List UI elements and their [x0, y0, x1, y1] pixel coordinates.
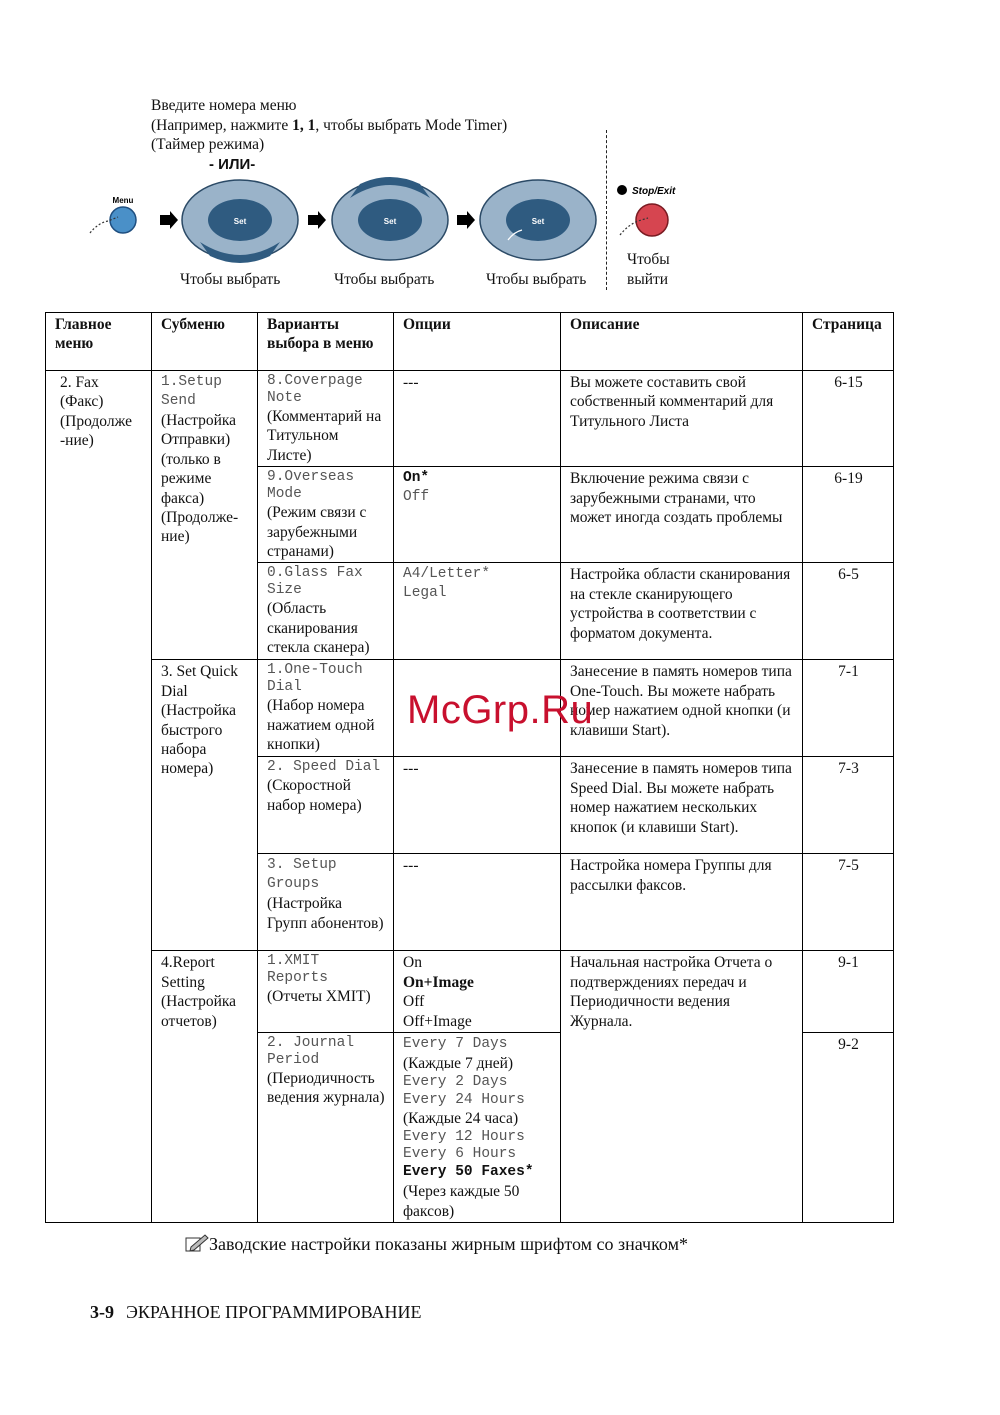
selection-code: 9.Overseas Mode	[267, 469, 355, 503]
note-text: Заводские настройки показаны жирным шрифтом со значком*	[209, 1234, 688, 1254]
instruction-text: , чтобы выбрать Mode Timer)	[315, 116, 508, 134]
selection-code: 1.One-Touch Dial	[267, 662, 363, 696]
option: Every 2 Days	[403, 1074, 508, 1091]
set-pad-icon[interactable]	[182, 180, 298, 263]
selection-overseas	[258, 467, 394, 563]
main-menu-fax: 2. Fax	[60, 374, 99, 391]
menu-table	[45, 312, 894, 1223]
caption-exit-2: выйти	[627, 271, 669, 288]
menu-key-label: Menu	[112, 196, 134, 205]
option: Off+Image	[403, 1012, 472, 1030]
caption-select-2: Чтобы выбрать	[334, 271, 435, 288]
description-cell: Вы можете составить свой собственный комментарий для Титульного Листа	[561, 371, 803, 467]
options-cell	[394, 1033, 561, 1223]
option: Every 6 Hours	[403, 1145, 517, 1162]
submenu-code: 1.Setup Send	[161, 374, 222, 409]
submenu-code: 3. Set Quick Dial	[161, 663, 239, 700]
caption-exit-1: Чтобы	[627, 251, 670, 268]
option-default: Every 50 Faxes*	[403, 1163, 534, 1180]
selection-code: 2. Journal Period	[267, 1035, 355, 1069]
option: Every 12 Hours	[403, 1128, 525, 1145]
description-cell: Занесение в память номеров типа One-Touch. Вы можете набрать номер нажатием одной кнопки (и клавиши Start).	[561, 660, 803, 757]
selection-ru: (Отчеты XMIT)	[267, 988, 371, 1006]
stop-key-label: Stop/Exit	[632, 186, 676, 197]
selection-code: 2. Speed Dial	[267, 759, 381, 776]
option: On	[403, 954, 422, 972]
submenu-ru: (Настройка отчетов)	[161, 993, 237, 1030]
table-header-row	[46, 313, 894, 371]
selection-ru: (Режим связи с зарубежными странами)	[267, 504, 367, 561]
option: Off	[403, 993, 425, 1011]
header-description: Описание	[561, 313, 803, 371]
selection-coverpage	[258, 371, 394, 467]
submenu-ru: (Настройка Отправки) (только в режиме факса) (Продолже-ние)	[161, 412, 239, 546]
instruction-line-3: (Таймер режима)	[151, 136, 265, 153]
option-ru: (Через каждые 50 факсов)	[403, 1183, 520, 1220]
watermark: McGrp.Ru	[407, 688, 594, 732]
option: Every 7 Days	[403, 1036, 508, 1053]
options-cell: ---	[394, 371, 561, 467]
option-default: On+Image	[403, 973, 474, 991]
submenu-report	[152, 951, 258, 1223]
header-menu-selections: Варианты выбора в меню	[258, 313, 394, 371]
selection-journal	[258, 1033, 394, 1223]
selection-code: 8.Coverpage Note	[267, 373, 363, 406]
caption-select-3: Чтобы выбрать	[486, 271, 587, 288]
chapter-title: ЭКРАННОЕ ПРОГРАММИРОВАНИЕ	[126, 1302, 422, 1322]
options-cell: ---	[394, 757, 561, 854]
header-options: Опции	[394, 313, 561, 371]
description-cell: Начальная настройка Отчета о подтверждениях передач и Периодичности ведения Журнала.	[561, 951, 803, 1223]
arrow-right-icon	[457, 211, 475, 229]
description-cell: Настройка номера Группы для рассылки факсов.	[561, 854, 803, 951]
set-key-label: Set	[531, 217, 545, 226]
page-number: 3-9	[90, 1302, 114, 1322]
selection-ru: (Настройка Групп абонентов)	[267, 895, 384, 932]
or-label: - ИЛИ-	[209, 156, 256, 173]
page-cell: 7-1	[803, 660, 894, 757]
pencil-note-icon	[185, 1233, 209, 1253]
selection-ru: (Область сканирования стекла сканера)	[267, 600, 370, 657]
page-cell: 9-1	[803, 951, 894, 1033]
option-ru: (Каждые 7 дней)	[403, 1055, 514, 1073]
default-settings-note	[185, 1233, 688, 1255]
selection-ru: (Комментарий на Титульном Листе)	[267, 408, 382, 464]
description-cell: Настройка области сканирования на стекле сканирующего устройства в соответствии с форматом документа.	[561, 563, 803, 660]
header-page: Страница	[803, 313, 894, 371]
header-main-menu: Главное меню	[46, 313, 152, 371]
options-cell: ---	[394, 854, 561, 951]
instruction-line-2	[151, 116, 507, 136]
page-cell: 7-5	[803, 854, 894, 951]
table-row	[46, 371, 894, 467]
option-ru: (Каждые 24 часа)	[403, 1110, 519, 1128]
header-submenu: Субменю	[152, 313, 258, 371]
arrow-right-icon	[308, 211, 326, 229]
page-cell: 7-3	[803, 757, 894, 854]
submenu-ru: (Настройка быстрого набора номера)	[161, 702, 237, 778]
page-cell: 6-15	[803, 371, 894, 467]
main-menu-continued: -ние)	[60, 432, 94, 450]
selection-xmit	[258, 951, 394, 1033]
submenu-code: 4.Report Setting	[161, 954, 215, 991]
set-key-label: Set	[233, 217, 247, 226]
option-default: A4/Letter*	[403, 566, 491, 583]
main-menu-fax-ru: (Факс)	[60, 393, 104, 411]
instruction-line-1: Введите номера меню	[151, 97, 297, 114]
options-cell	[394, 467, 561, 563]
options-cell	[394, 563, 561, 660]
page-cell: 6-5	[803, 563, 894, 660]
description-cell: Занесение в память номеров типа Speed Dial. Вы можете набрать номер нажатием нескольких кнопок (и клавиши Start).	[561, 757, 803, 854]
stop-exit-key-icon[interactable]	[617, 185, 676, 236]
table-row	[46, 951, 894, 1033]
page-footer	[90, 1302, 422, 1323]
option: Every 24 Hours	[403, 1092, 525, 1109]
menu-key-icon[interactable]	[90, 196, 136, 233]
selection-code: 1.XMIT Reports	[267, 953, 328, 987]
instruction-text: (Например, нажмите	[151, 116, 293, 134]
selection-glass	[258, 563, 394, 660]
page-cell: 6-19	[803, 467, 894, 563]
selection-ru: (Скоростной набор номера)	[267, 777, 362, 814]
caption-select-1: Чтобы выбрать	[180, 271, 281, 288]
set-pad-icon[interactable]	[332, 177, 448, 260]
arrow-right-icon	[160, 211, 178, 229]
options-cell	[394, 951, 561, 1033]
set-pad-icon[interactable]	[480, 180, 596, 260]
submenu-setup-send	[152, 371, 258, 660]
option: Legal	[403, 585, 447, 602]
instructions	[151, 96, 508, 173]
set-key-label: Set	[383, 217, 397, 226]
selection-onetouch	[258, 660, 394, 757]
selection-code: 0.Glass Fax Size	[267, 565, 363, 599]
main-menu-continued: (Продолже	[60, 412, 132, 430]
main-menu-cell	[46, 371, 152, 1223]
submenu-quick-dial	[152, 660, 258, 951]
page-cell: 9-2	[803, 1033, 894, 1223]
selection-groups	[258, 854, 394, 951]
instruction-keys: 1, 1	[292, 116, 316, 134]
option: Off	[403, 488, 430, 505]
selection-ru: (Периодичность ведения журнала)	[267, 1070, 385, 1107]
selection-speed-dial	[258, 757, 394, 854]
option-default: On*	[403, 470, 430, 487]
selection-ru: (Набор номера нажатием одной кнопки)	[267, 697, 375, 754]
selection-code: 3. Setup Groups	[267, 857, 337, 893]
description-cell: Включение режима связи с зарубежными странами, что может иногда создать проблемы	[561, 467, 803, 563]
